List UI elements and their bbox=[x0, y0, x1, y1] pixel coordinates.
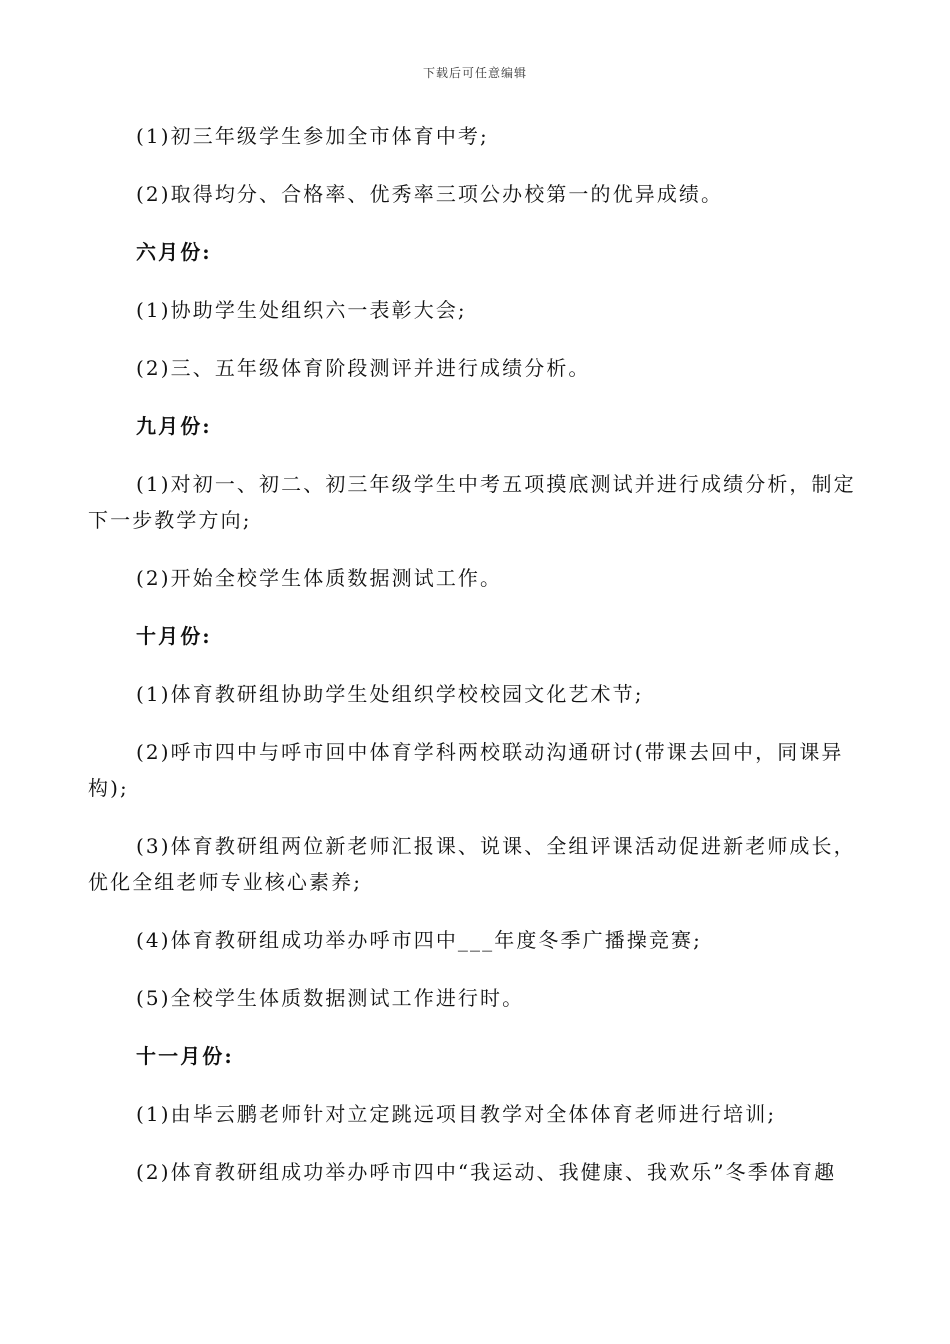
paragraph-november-item-1: (1)由毕云鹏老师针对立定跳远项目教学对全体体育老师进行培训; bbox=[136, 1102, 777, 1126]
heading-october: 十月份: bbox=[136, 624, 212, 648]
paragraph-october-item-2: (2)呼市四中与呼市回中体育学科两校联动沟通研讨(带课去回中，同课异构); bbox=[88, 740, 844, 800]
paragraph-september-item-2: (2)开始全校学生体质数据测试工作。 bbox=[136, 566, 503, 590]
paragraph-september-item-1: (1)对初一、初二、初三年级学生中考五项摸底测试并进行成绩分析，制定下一步教学方向; bbox=[88, 472, 856, 532]
paragraph-june-1: (1)初三年级学生参加全市体育中考; bbox=[136, 124, 489, 148]
heading-november: 十一月份: bbox=[136, 1044, 234, 1068]
document-body bbox=[88, 118, 863, 1190]
paragraph-june-item-1: (1)协助学生处组织六一表彰大会; bbox=[136, 298, 467, 322]
paragraph-june-2: (2)取得均分、合格率、优秀率三项公办校第一的优异成绩。 bbox=[136, 182, 724, 206]
paragraph-june-item-2: (2)三、五年级体育阶段测评并进行成绩分析。 bbox=[136, 356, 591, 380]
paragraph-october-item-4: (4)体育教研组成功举办呼市四中___年度冬季广播操竞赛; bbox=[136, 928, 702, 952]
heading-june: 六月份: bbox=[136, 240, 212, 264]
paragraph-october-item-5: (5)全校学生体质数据测试工作进行时。 bbox=[136, 986, 525, 1010]
heading-september: 九月份: bbox=[136, 414, 212, 438]
paragraph-november-item-2: (2)体育教研组成功举办呼市四中“我运动、我健康、我欢乐”冬季体育趣 bbox=[136, 1160, 837, 1184]
page-header-note: 下载后可任意编辑 bbox=[422, 66, 527, 80]
paragraph-october-item-3: (3)体育教研组两位新老师汇报课、说课、全组评课活动促进新老师成长，优化全组老师专业核心素养; bbox=[88, 834, 856, 894]
paragraph-october-item-1: (1)体育教研组协助学生处组织学校校园文化艺术节; bbox=[136, 682, 644, 706]
